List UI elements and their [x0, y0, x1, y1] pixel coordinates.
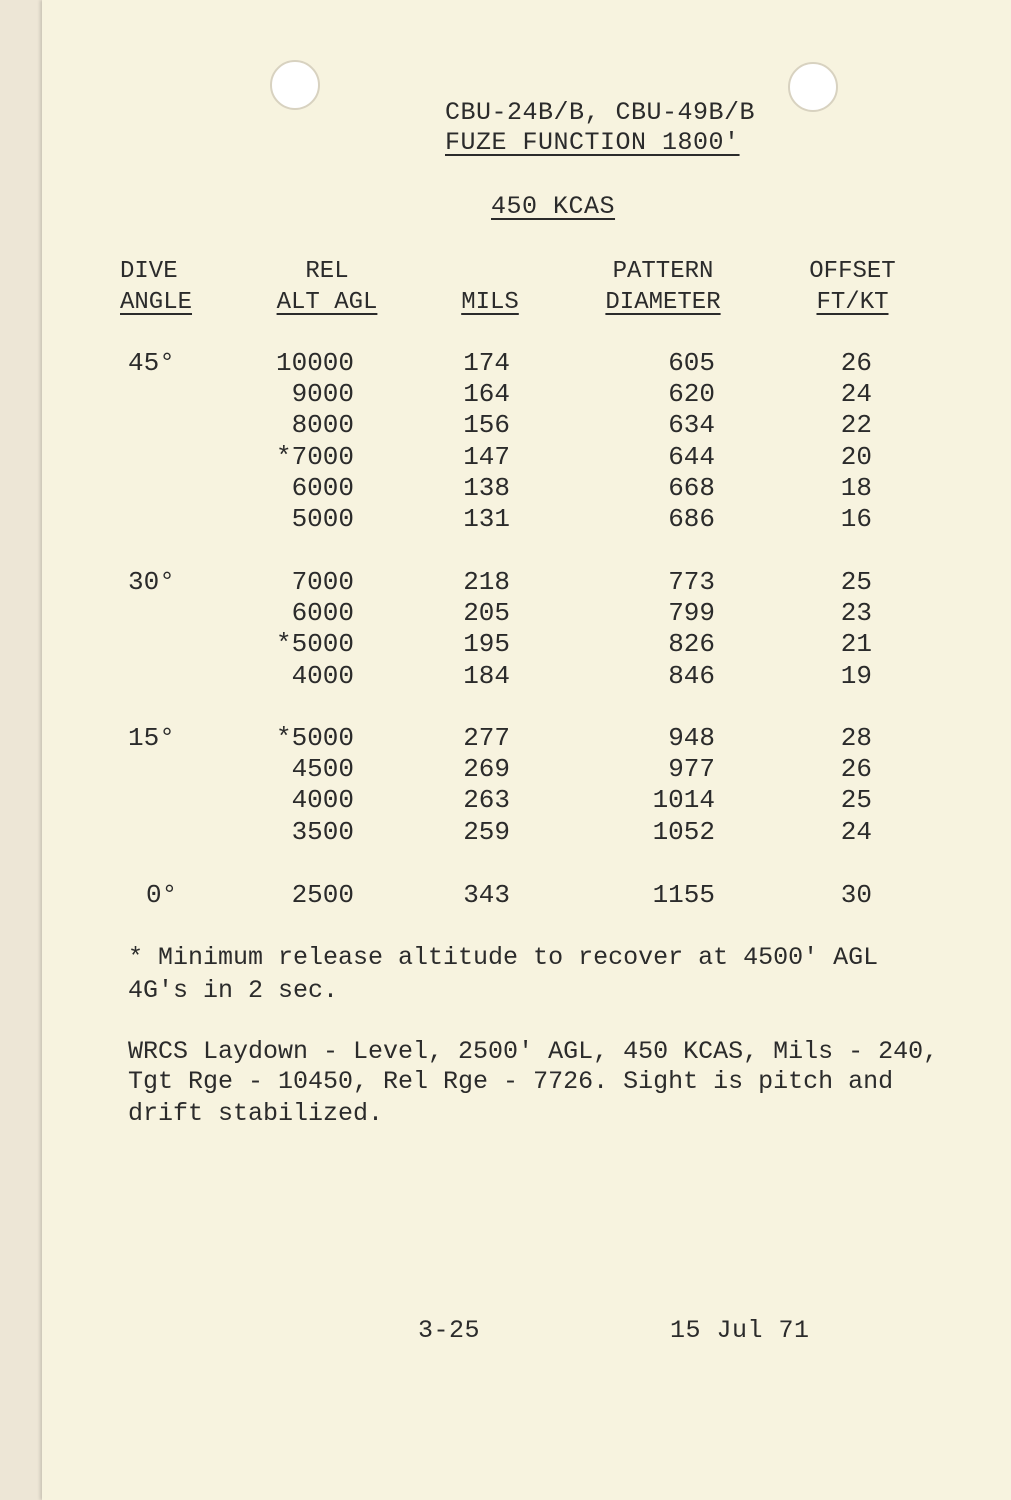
page-number: 3-25	[418, 1316, 481, 1345]
column-header-mils: MILS	[461, 289, 519, 316]
pattern-diameter-cell: 799	[668, 598, 715, 629]
punch-hole-right	[788, 62, 838, 112]
offset-cell: 19	[840, 660, 872, 691]
mils-cell: 147	[463, 441, 510, 472]
mils-cell: 131	[463, 504, 510, 534]
offset-cell: 25	[840, 567, 872, 597]
mils-cell: 195	[463, 629, 510, 660]
wrcs-note-line2: Tgt Rge - 10450, Rel Rge - 7726. Sight is pitch and	[128, 1067, 894, 1096]
mils-cell: 138	[463, 472, 510, 503]
rel-alt-cell: 3500	[291, 816, 354, 847]
offset-cell: 18	[840, 472, 872, 503]
rel-alt-cell: 6000	[291, 598, 354, 629]
pattern-diameter-cell: 826	[668, 629, 715, 660]
mils-cell: 174	[463, 348, 510, 378]
mils-cell: 343	[463, 880, 510, 910]
offset-cell: 26	[840, 754, 872, 785]
dive-angle-cell: 30°	[128, 567, 175, 597]
mils-cell: 277	[463, 723, 510, 753]
pattern-diameter-cell: 634	[668, 410, 715, 441]
mils-cell: 205	[463, 598, 510, 629]
pattern-diameter-cell: 668	[668, 472, 715, 503]
mils-cell: 218	[463, 567, 510, 597]
offset-cell: 24	[840, 379, 872, 410]
rel-alt-cell: 6000	[291, 472, 354, 503]
pattern-diameter-cell: 686	[668, 504, 715, 534]
mils-cell: 263	[463, 785, 510, 816]
wrcs-note-line3: drift stabilized.	[128, 1099, 384, 1128]
offset-cell: 21	[840, 629, 872, 660]
pattern-diameter-cell: 977	[668, 754, 715, 785]
speed-heading: 450 KCAS	[491, 192, 616, 221]
pattern-diameter-cell: 846	[668, 660, 715, 691]
mils-cell: 259	[463, 816, 510, 847]
offset-cell: 30	[840, 880, 872, 910]
page-date: 15 Jul 71	[670, 1316, 810, 1345]
pattern-diameter-cell: 1014	[652, 785, 715, 816]
offset-cell: 16	[840, 504, 872, 534]
offset-cell: 24	[840, 816, 872, 847]
rel-alt-cell: 5000	[291, 504, 354, 534]
rel-alt-cell: 7000	[291, 567, 354, 597]
column-header-dive-angle: DIVE ANGLE	[120, 258, 193, 316]
rel-alt-cell: 4000	[291, 785, 354, 816]
mils-cell: 184	[463, 660, 510, 691]
dive-angle-cell: 45°	[128, 348, 175, 378]
column-header-pattern-diameter: PATTERN DIAMETER	[605, 258, 721, 316]
pattern-diameter-cell: 644	[668, 441, 715, 472]
offset-cell: 23	[840, 598, 872, 629]
rel-alt-cell: 4000	[291, 660, 354, 691]
rel-alt-cell: 4500	[291, 754, 354, 785]
title-line2: FUZE FUNCTION 1800'	[445, 128, 740, 157]
column-header-offset: OFFSET FT/KT	[809, 258, 896, 316]
column-header-rel-alt-agl: REL ALT AGL	[276, 258, 378, 316]
punch-hole-left	[270, 60, 320, 110]
rel-alt-cell: 2500	[291, 880, 354, 910]
pattern-diameter-cell: 1155	[652, 880, 715, 910]
mils-cell: 164	[463, 379, 510, 410]
rel-alt-cell: *7000	[275, 441, 354, 472]
pattern-diameter-cell: 620	[668, 379, 715, 410]
mils-cell: 156	[463, 410, 510, 441]
offset-cell: 26	[840, 348, 872, 378]
offset-cell: 25	[840, 785, 872, 816]
pattern-diameter-cell: 605	[668, 348, 715, 378]
pattern-diameter-cell: 773	[668, 567, 715, 597]
rel-alt-cell: 9000	[291, 379, 354, 410]
offset-cell: 28	[840, 723, 872, 753]
rel-alt-cell: *5000	[275, 629, 354, 660]
rel-alt-cell: *5000	[275, 723, 354, 753]
pattern-diameter-cell: 1052	[652, 816, 715, 847]
offset-cell: 20	[840, 441, 872, 472]
rel-alt-cell: 10000	[275, 348, 354, 378]
pattern-diameter-cell: 948	[668, 723, 715, 753]
footnote-line2: 4G's in 2 sec.	[128, 976, 339, 1005]
dive-angle-cell: 15°	[128, 723, 175, 753]
dive-angle-cell: 0°	[146, 880, 178, 910]
mils-cell: 269	[463, 754, 510, 785]
wrcs-note-line1: WRCS Laydown - Level, 2500' AGL, 450 KCAS, Mils - 240,	[128, 1037, 939, 1066]
title-line1: CBU-24B/B, CBU-49B/B	[445, 98, 756, 127]
offset-cell: 22	[840, 410, 872, 441]
footnote-line1: * Minimum release altitude to recover at 4500' AGL	[128, 943, 879, 972]
rel-alt-cell: 8000	[291, 410, 354, 441]
